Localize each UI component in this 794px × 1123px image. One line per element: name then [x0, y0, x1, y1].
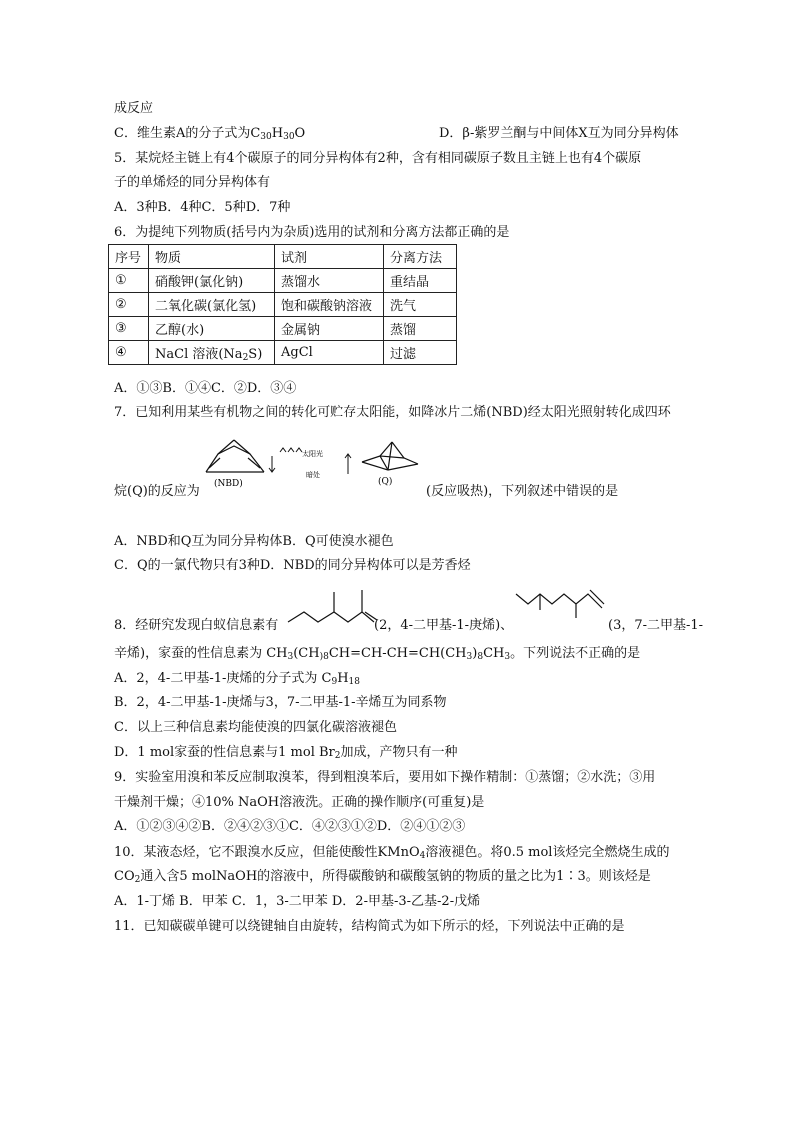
- table-row: [109, 269, 457, 293]
- table-cell: 乙醇(水): [149, 317, 275, 341]
- question-8: 8．经研究发现白蚁信息素有: [114, 618, 279, 633]
- table-row: [109, 317, 457, 341]
- text-line: 辛烯)，家蚕的性信息素为 $CH_3(CH_{)8}CH=CH-CH=CH(CH_3)_8CH_3$。下列说法不正确的是: [114, 646, 641, 662]
- table-row: [109, 293, 457, 317]
- table-cell: 金属钠: [275, 317, 384, 341]
- text-line: 干燥剂干燥；④10% NaOH溶液洗。正确的操作顺序(可重复)是: [114, 795, 485, 810]
- table-cell: 洗气: [384, 293, 457, 317]
- table-header-cell: 分离方法: [384, 245, 457, 269]
- option-d-line: D．β-紫罗兰酮与中间体X互为同分异构体: [439, 126, 679, 141]
- text-line: 成反应: [114, 101, 154, 116]
- text-line: 子的单烯烃的同分异构体有: [114, 175, 271, 190]
- reaction-arrow: [270, 444, 356, 484]
- table-row: [109, 341, 457, 365]
- table-header-cell: 物质: [149, 245, 275, 269]
- nbd-label: (NBD): [214, 479, 243, 489]
- table-cell: 饱和碳酸钠溶液: [275, 293, 384, 317]
- table-header-cell: 试剂: [275, 245, 384, 269]
- pheromone-2-skeleton: [512, 588, 608, 628]
- q-label: (Q): [378, 477, 393, 487]
- text-line: (3，7-二甲基-1-: [608, 618, 704, 633]
- table-cell: 二氧化碳(氯化氢): [149, 293, 275, 317]
- text-line: 烷(Q)的反应为: [114, 484, 200, 499]
- answer-options: A．①③B．①④C．②D．③④: [114, 381, 297, 396]
- table-cell: ④: [109, 341, 149, 365]
- answer-options: A．1-丁烯 B．甲苯 C．1，3-二甲苯 D．2-甲基-3-乙基-2-戊烯: [114, 894, 481, 909]
- purification-table: [108, 244, 457, 365]
- answer-options: B．2，4-二甲基-1-庚烯与3，7-二甲基-1-辛烯互为同系物: [114, 695, 447, 710]
- table-header-cell: 序号: [109, 245, 149, 269]
- q-structure-diagram: [358, 440, 424, 490]
- table-cell: 蒸馏水: [275, 269, 384, 293]
- question-5: 5．某烷烃主链上有4个碳原子的同分异构体有2种，含有相同碳原子数且主链上也有4个碳原: [114, 151, 642, 166]
- pheromone-1-skeleton: [286, 586, 378, 630]
- text-line: (2，4-二甲基-1-庚烯)、: [374, 618, 514, 633]
- answer-options: A．3种B．4种C．5种D．7种: [114, 200, 291, 215]
- answer-options: C．Q的一氯代物只有3种D．NBD的同分异构体可以是芳香烃: [114, 558, 471, 573]
- table-cell: 硝酸钾(氯化钠): [149, 269, 275, 293]
- answer-options: C．以上三种信息素均能使溴的四氯化碳溶液褪色: [114, 720, 397, 735]
- question-6: 6．为提纯下列物质(括号内为杂质)选用的试剂和分离方法都正确的是: [114, 225, 510, 240]
- question-9: 9．实验室用溴和苯反应制取溴苯，得到粗溴苯后，要用如下操作精制：①蒸馏；②水洗；③用: [114, 770, 656, 785]
- table-cell: ③: [109, 317, 149, 341]
- table-header-row: [109, 245, 457, 269]
- question-7: 7．已知利用某些有机物之间的转化可贮存太阳能，如降冰片二烯(NBD)经太阳光照射转化成四环: [114, 405, 671, 420]
- table-cell: NaCl 溶液$(Na_2S)$: [149, 341, 275, 365]
- answer-options: D．1 mol家蚕的性信息素与1 mol $Br_2$加成，产物只有一种: [114, 745, 458, 761]
- nbd-structure-diagram: [200, 436, 274, 492]
- question-11: 11．已知碳碳单键可以绕键轴自由旋转，结构简式为如下所示的烃，下列说法中正确的是: [114, 919, 625, 934]
- table-cell: ②: [109, 293, 149, 317]
- question-10: 10．某液态烃，它不跟溴水反应，但能使酸性KMnO$_4$溶液褪色。将0.5 mol该烃完全燃烧生成的: [114, 845, 670, 861]
- text-line: (反应吸热)，下列叙述中错误的是: [426, 484, 619, 499]
- arrow-bottom-label: 暗处: [306, 471, 320, 479]
- table-cell: 重结晶: [384, 269, 457, 293]
- table-cell: 蒸馏: [384, 317, 457, 341]
- text-line: $CO_2$通入含5 molNaOH的溶液中，所得碳酸钠和碳酸氢钠的物质的量之比为1∶3。则该烃是: [114, 869, 651, 885]
- answer-options: A．①②③④②B．②④②③①C．④②③①②D．②④①②③: [114, 819, 466, 834]
- table-cell: 过滤: [384, 341, 457, 365]
- table-cell: ①: [109, 269, 149, 293]
- answer-options: A．2，4-二甲基-1-庚烯的分子式为 $C_9H_{18}$: [114, 671, 360, 687]
- option-c-line: C．维生素A的分子式为$C_{30}H_{30}O$: [114, 126, 306, 142]
- table-cell: AgCl: [275, 341, 384, 365]
- answer-options: A．NBD和Q互为同分异构体B．Q可使溴水褪色: [114, 534, 394, 549]
- arrow-top-label: 太阳光: [302, 450, 323, 458]
